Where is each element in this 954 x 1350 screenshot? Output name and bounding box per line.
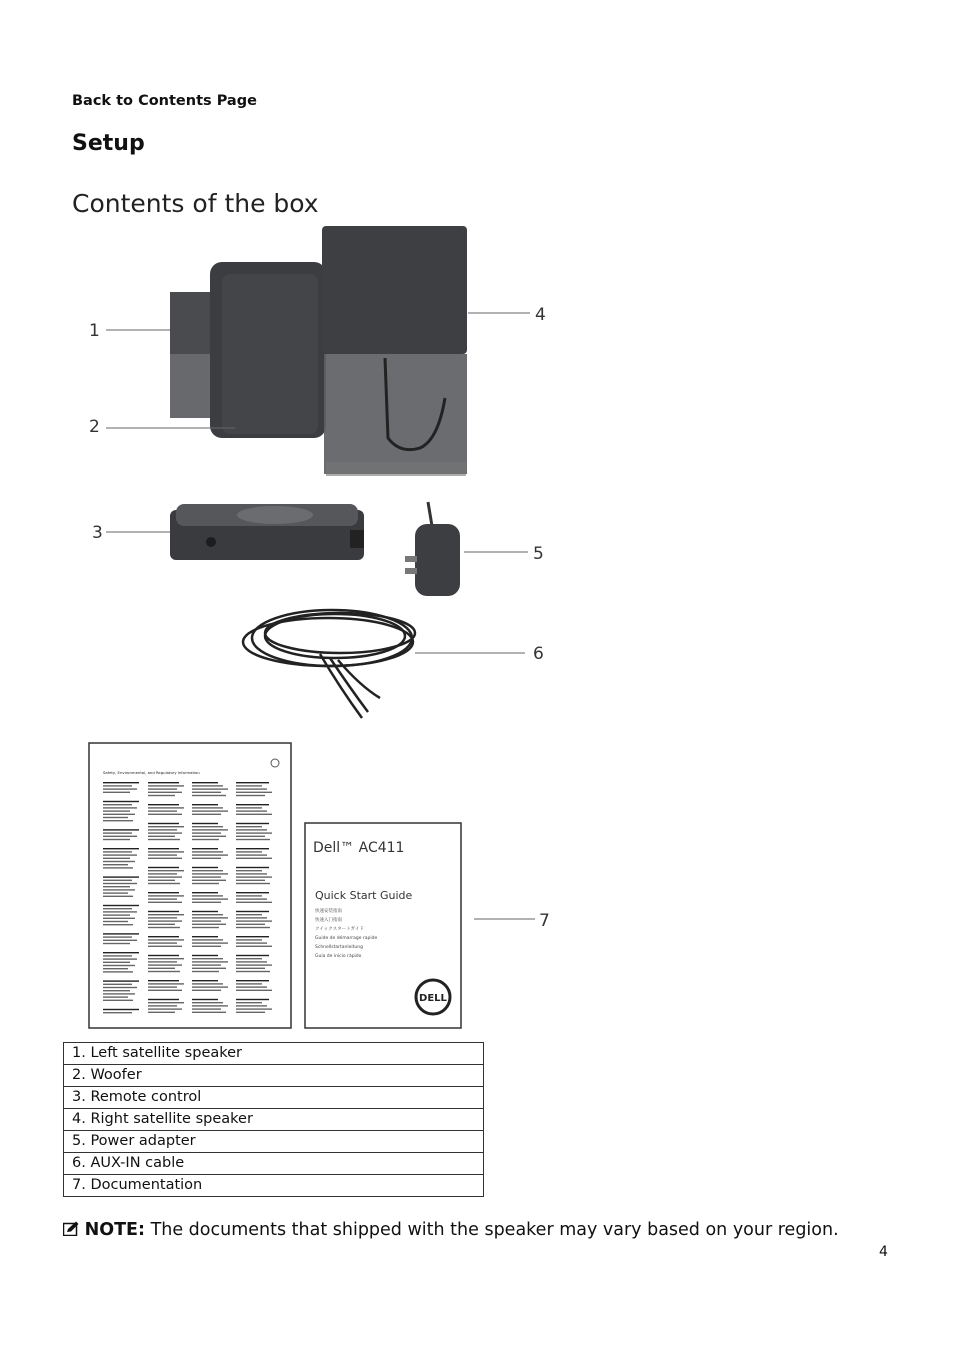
- sheet-text-line: [236, 792, 272, 793]
- callout-6: 6: [533, 644, 544, 664]
- sheet-text-line: [103, 801, 139, 802]
- subsection-title: Contents of the box: [72, 189, 319, 218]
- guide-language-line: 快速入门指南: [315, 918, 342, 923]
- sheet-text-line: [103, 918, 135, 919]
- part-cell: 1. Left satellite speaker: [64, 1043, 484, 1065]
- sheet-text-line: [192, 858, 221, 859]
- sheet-text-line: [192, 883, 219, 884]
- sheet-text-line: [148, 939, 184, 940]
- sheet-text-line: [103, 933, 139, 934]
- sheet-text-line: [192, 826, 223, 827]
- sheet-text-line: [148, 895, 184, 896]
- sheet-text-line: [148, 795, 175, 796]
- sheet-text-line: [236, 810, 267, 811]
- sheet-text-line: [148, 873, 177, 874]
- sheet-text-line: [236, 927, 270, 928]
- sheet-text-line: [192, 983, 223, 984]
- sheet-text-line: [192, 999, 218, 1000]
- part-cell: 4. Right satellite speaker: [64, 1109, 484, 1131]
- sheet-text-line: [148, 980, 179, 981]
- sheet-text-line: [103, 876, 139, 877]
- sheet-text-line: [148, 986, 177, 987]
- sheet-text-line: [103, 792, 130, 793]
- sheet-text-line: [192, 832, 221, 833]
- sheet-text-line: [148, 851, 184, 852]
- sheet-text-line: [236, 914, 262, 915]
- sheet-text-line: [192, 958, 223, 959]
- sheet-text-line: [192, 880, 226, 881]
- sheet-text-line: [192, 792, 221, 793]
- sheet-text-line: [148, 829, 177, 830]
- sheet-text-line: [192, 829, 228, 830]
- sheet-text-line: [103, 848, 139, 849]
- sheet-text-line: [148, 823, 179, 824]
- sheet-text-line: [148, 788, 177, 789]
- sheet-text-line: [192, 876, 221, 877]
- sheet-text-line: [236, 848, 269, 849]
- sheet-text-line: [192, 939, 223, 940]
- sheet-text-line: [148, 832, 182, 833]
- sheet-text-line: [148, 867, 179, 868]
- table-row: [64, 1131, 484, 1153]
- sheet-text-line: [192, 873, 228, 874]
- sheet-text-line: [103, 984, 132, 985]
- sheet-text-line: [192, 914, 223, 915]
- sheet-text-line: [236, 839, 270, 840]
- sheet-text-line: [236, 804, 269, 805]
- sheet-text-line: [192, 795, 226, 796]
- sheet-text-line: [236, 895, 262, 896]
- sheet-text-line: [148, 946, 182, 947]
- safety-sheet-title: Safety, Environmental, and Regulatory Information: [103, 770, 200, 775]
- sheet-text-line: [236, 883, 270, 884]
- sheet-text-line: [192, 1012, 226, 1013]
- sheet-text-line: [192, 867, 218, 868]
- sheet-text-line: [148, 955, 179, 956]
- sheet-text-line: [148, 961, 177, 962]
- note: [63, 1220, 839, 1240]
- guide-language-line: 快速安装指南: [315, 909, 342, 914]
- guide-language-line: Schnellstartanleitung: [315, 945, 363, 950]
- sheet-text-line: [192, 892, 218, 893]
- sheet-text-line: [148, 870, 184, 871]
- sheet-text-line: [103, 832, 132, 833]
- sheet-text-line: [148, 898, 177, 899]
- sheet-text-line: [236, 858, 272, 859]
- sheet-text-line: [148, 917, 177, 918]
- sheet-text-line: [236, 892, 269, 893]
- sheet-text-line: [192, 782, 218, 783]
- sheet-text-line: [192, 898, 228, 899]
- sheet-text-line: [236, 958, 262, 959]
- sheet-text-line: [192, 785, 223, 786]
- sheet-text-line: [192, 936, 218, 937]
- sheet-text-line: [103, 892, 128, 893]
- sheet-text-line: [236, 936, 269, 937]
- sheet-text-line: [192, 870, 223, 871]
- sheet-text-line: [103, 908, 132, 909]
- table-row: [64, 1109, 484, 1131]
- sheet-text-line: [236, 870, 262, 871]
- sheet-text-line: [236, 867, 269, 868]
- sheet-text-line: [148, 880, 175, 881]
- sheet-text-line: [103, 996, 128, 997]
- sheet-text-line: [148, 854, 177, 855]
- sheet-text-line: [103, 1012, 132, 1013]
- sheet-text-line: [148, 958, 184, 959]
- sheet-text-line: [103, 993, 135, 994]
- sheet-text-line: [103, 987, 137, 988]
- sheet-text-line: [103, 851, 132, 852]
- sheet-text-line: [148, 826, 184, 827]
- part-cell: 6. AUX-IN cable: [64, 1153, 484, 1175]
- table-row: [64, 1153, 484, 1175]
- sheet-text-line: [103, 940, 137, 941]
- part-cell: 3. Remote control: [64, 1087, 484, 1109]
- sheet-text-line: [236, 964, 272, 965]
- quick-start-title: Quick Start Guide: [315, 889, 413, 902]
- sheet-text-line: [236, 946, 272, 947]
- sheet-text-line: [236, 902, 272, 903]
- guide-language-line: Guide de démarrage rapide: [315, 936, 378, 941]
- part-cell: 2. Woofer: [64, 1065, 484, 1087]
- sheet-text-line: [148, 1002, 184, 1003]
- sheet-text-line: [192, 968, 226, 969]
- sheet-text-line: [148, 892, 179, 893]
- sheet-text-line: [103, 785, 132, 786]
- sheet-text-line: [103, 788, 137, 789]
- sheet-text-line: [236, 851, 262, 852]
- sheet-text-line: [148, 883, 180, 884]
- sheet-text-line: [103, 807, 137, 808]
- sheet-text-line: [103, 968, 128, 969]
- sheet-text-line: [103, 886, 130, 887]
- sheet-text-line: [192, 1002, 223, 1003]
- callout-2: 2: [89, 417, 100, 437]
- sheet-text-line: [103, 820, 133, 821]
- sheet-text-line: [236, 1012, 265, 1013]
- sheet-text-line: [148, 810, 177, 811]
- sheet-text-line: [236, 917, 267, 918]
- sheet-text-line: [148, 792, 182, 793]
- sheet-text-line: [236, 1005, 267, 1006]
- table-row: [64, 1043, 484, 1065]
- sheet-text-line: [148, 971, 180, 972]
- sheet-text-line: [148, 782, 179, 783]
- sheet-text-line: [192, 902, 221, 903]
- sheet-text-line: [192, 990, 221, 991]
- callout-3: 3: [92, 523, 103, 543]
- sheet-text-line: [103, 839, 130, 840]
- page-number: 4: [879, 1244, 888, 1260]
- guide-language-line: Guía de inicio rápido: [315, 954, 362, 959]
- back-to-contents-link[interactable]: Back to Contents Page: [72, 93, 257, 109]
- sheet-text-line: [192, 1005, 228, 1006]
- sheet-text-line: [236, 807, 262, 808]
- sheet-text-line: [236, 939, 262, 940]
- sheet-text-line: [148, 1008, 182, 1009]
- sheet-text-line: [148, 902, 182, 903]
- note-label: NOTE:: [84, 1220, 145, 1240]
- sheet-text-line: [192, 1008, 221, 1009]
- sheet-text-line: [103, 858, 130, 859]
- sheet-text-line: [103, 836, 137, 837]
- sheet-text-line: [192, 971, 219, 972]
- sheet-text-line: [192, 804, 218, 805]
- note-pencil-icon: [63, 1221, 79, 1236]
- sheet-text-line: [148, 1005, 177, 1006]
- sheet-text-line: [236, 880, 265, 881]
- sheet-text-line: [103, 952, 139, 953]
- sheet-text-line: [103, 864, 128, 865]
- sheet-text-line: [148, 804, 179, 805]
- sheet-text-line: [103, 810, 130, 811]
- sheet-text-line: [236, 832, 272, 833]
- sheet-text-line: [236, 823, 269, 824]
- sheet-text-line: [236, 971, 270, 972]
- part-cell: 5. Power adapter: [64, 1131, 484, 1153]
- sheet-text-line: [148, 990, 182, 991]
- table-row: [64, 1175, 484, 1197]
- sheet-text-line: [103, 861, 135, 862]
- sheet-text-line: [192, 942, 228, 943]
- sheet-text-line: [103, 943, 130, 944]
- sheet-text-line: [192, 964, 221, 965]
- sheet-text-line: [148, 999, 179, 1000]
- sheet-text-line: [103, 936, 132, 937]
- sheet-text-line: [148, 924, 175, 925]
- sheet-text-line: [192, 917, 228, 918]
- sheet-text-line: [236, 814, 272, 815]
- table-row: [64, 1087, 484, 1109]
- part-cell: 7. Documentation: [64, 1175, 484, 1197]
- sheet-text-line: [148, 839, 180, 840]
- sheet-text-line: [192, 986, 228, 987]
- sheet-text-line: [236, 1008, 272, 1009]
- section-title: Setup: [72, 131, 145, 156]
- sheet-text-line: [236, 795, 265, 796]
- sheet-text-line: [103, 829, 139, 830]
- sheet-text-line: [103, 896, 133, 897]
- sheet-text-line: [103, 958, 137, 959]
- safety-regulatory-document: [89, 743, 291, 1028]
- sheet-text-line: [236, 911, 269, 912]
- sheet-text-line: [148, 983, 184, 984]
- sheet-text-line: [236, 942, 267, 943]
- sheet-text-line: [236, 924, 265, 925]
- sheet-text-line: [192, 839, 219, 840]
- note-text: The documents that shipped with the speaker may vary based on your region.: [145, 1220, 839, 1240]
- right-satellite-speaker-image: [322, 226, 467, 476]
- sheet-text-line: [148, 836, 175, 837]
- sheet-text-line: [192, 980, 218, 981]
- sheet-text-line: [103, 971, 133, 972]
- callout-7: 7: [539, 911, 550, 931]
- sheet-text-line: [192, 946, 221, 947]
- sheet-text-line: [192, 836, 226, 837]
- sheet-text-line: [192, 854, 228, 855]
- sheet-text-line: [192, 810, 228, 811]
- table-row: [64, 1065, 484, 1087]
- sheet-text-line: [103, 782, 139, 783]
- woofer-image: [210, 262, 326, 438]
- sheet-text-line: [236, 785, 262, 786]
- sheet-text-line: [148, 911, 179, 912]
- callout-4: 4: [535, 305, 546, 325]
- sheet-text-line: [236, 980, 269, 981]
- sheet-text-line: [192, 807, 223, 808]
- box-contents-figure: [70, 218, 570, 1038]
- sheet-text-line: [192, 927, 219, 928]
- sheet-text-line: [192, 961, 228, 962]
- sheet-text-line: [103, 854, 137, 855]
- sheet-text-line: [103, 924, 133, 925]
- sheet-text-line: [192, 788, 228, 789]
- sheet-text-line: [192, 955, 218, 956]
- sheet-text-line: [236, 836, 265, 837]
- sheet-text-line: [236, 983, 262, 984]
- sheet-text-line: [148, 964, 182, 965]
- sheet-text-line: [236, 955, 269, 956]
- sheet-text-line: [148, 1012, 175, 1013]
- sheet-text-line: [103, 955, 132, 956]
- power-adapter-image: [405, 502, 460, 596]
- sheet-text-line: [236, 898, 267, 899]
- product-model: Dell™ AC411: [313, 840, 405, 856]
- sheet-text-line: [103, 1009, 139, 1010]
- sheet-text-line: [192, 848, 218, 849]
- sheet-text-line: [148, 942, 177, 943]
- sheet-text-line: [103, 867, 133, 868]
- sheet-text-line: [103, 980, 139, 981]
- sheet-text-line: [148, 858, 182, 859]
- sheet-text-line: [148, 814, 182, 815]
- sheet-text-line: [192, 895, 223, 896]
- sheet-text-line: [236, 920, 272, 921]
- sheet-text-line: [103, 921, 128, 922]
- sheet-text-line: [236, 990, 272, 991]
- sheet-text-line: [236, 986, 267, 987]
- sheet-text-line: [103, 990, 130, 991]
- sheet-text-line: [148, 920, 182, 921]
- callout-5: 5: [533, 544, 544, 564]
- sheet-text-line: [148, 936, 179, 937]
- sheet-text-line: [236, 782, 269, 783]
- sheet-text-line: [192, 924, 226, 925]
- sheet-text-line: [192, 814, 221, 815]
- aux-in-cable-image: [243, 610, 415, 718]
- sheet-text-line: [236, 829, 267, 830]
- sheet-text-line: [236, 968, 265, 969]
- sheet-text-line: [192, 920, 221, 921]
- guide-language-line: クイックスタートガイド: [315, 927, 364, 932]
- sheet-text-line: [103, 883, 137, 884]
- sheet-text-line: [103, 814, 135, 815]
- sheet-text-line: [236, 876, 272, 877]
- sheet-text-line: [148, 876, 182, 877]
- sheet-text-line: [148, 968, 175, 969]
- sheet-text-line: [103, 914, 130, 915]
- sheet-text-line: [236, 873, 267, 874]
- sheet-text-line: [148, 785, 184, 786]
- sheet-text-line: [103, 965, 135, 966]
- sheet-text-line: [103, 880, 132, 881]
- sheet-text-line: [192, 823, 218, 824]
- sheet-text-line: [103, 889, 135, 890]
- sheet-text-line: [236, 854, 267, 855]
- sheet-text-line: [103, 817, 128, 818]
- parts-table: [63, 1042, 484, 1197]
- sheet-text-line: [192, 851, 223, 852]
- sheet-text-line: [103, 1000, 133, 1001]
- callout-1: 1: [89, 321, 100, 341]
- sheet-text-line: [103, 962, 130, 963]
- sheet-text-line: [236, 1002, 262, 1003]
- remote-control-image: [170, 504, 364, 560]
- sheet-text-line: [103, 905, 139, 906]
- sheet-text-line: [236, 826, 262, 827]
- sheet-text-line: [236, 961, 267, 962]
- quick-start-guide: [305, 823, 461, 1028]
- sheet-text-line: [236, 788, 267, 789]
- sheet-text-line: [148, 807, 184, 808]
- sheet-text-line: [103, 911, 137, 912]
- sheet-text-line: [192, 911, 218, 912]
- svg-text:DELL: DELL: [419, 993, 447, 1004]
- sheet-text-line: [236, 999, 269, 1000]
- sheet-text-line: [103, 804, 132, 805]
- sheet-text-line: [148, 914, 184, 915]
- sheet-text-line: [148, 927, 180, 928]
- sheet-text-line: [148, 848, 179, 849]
